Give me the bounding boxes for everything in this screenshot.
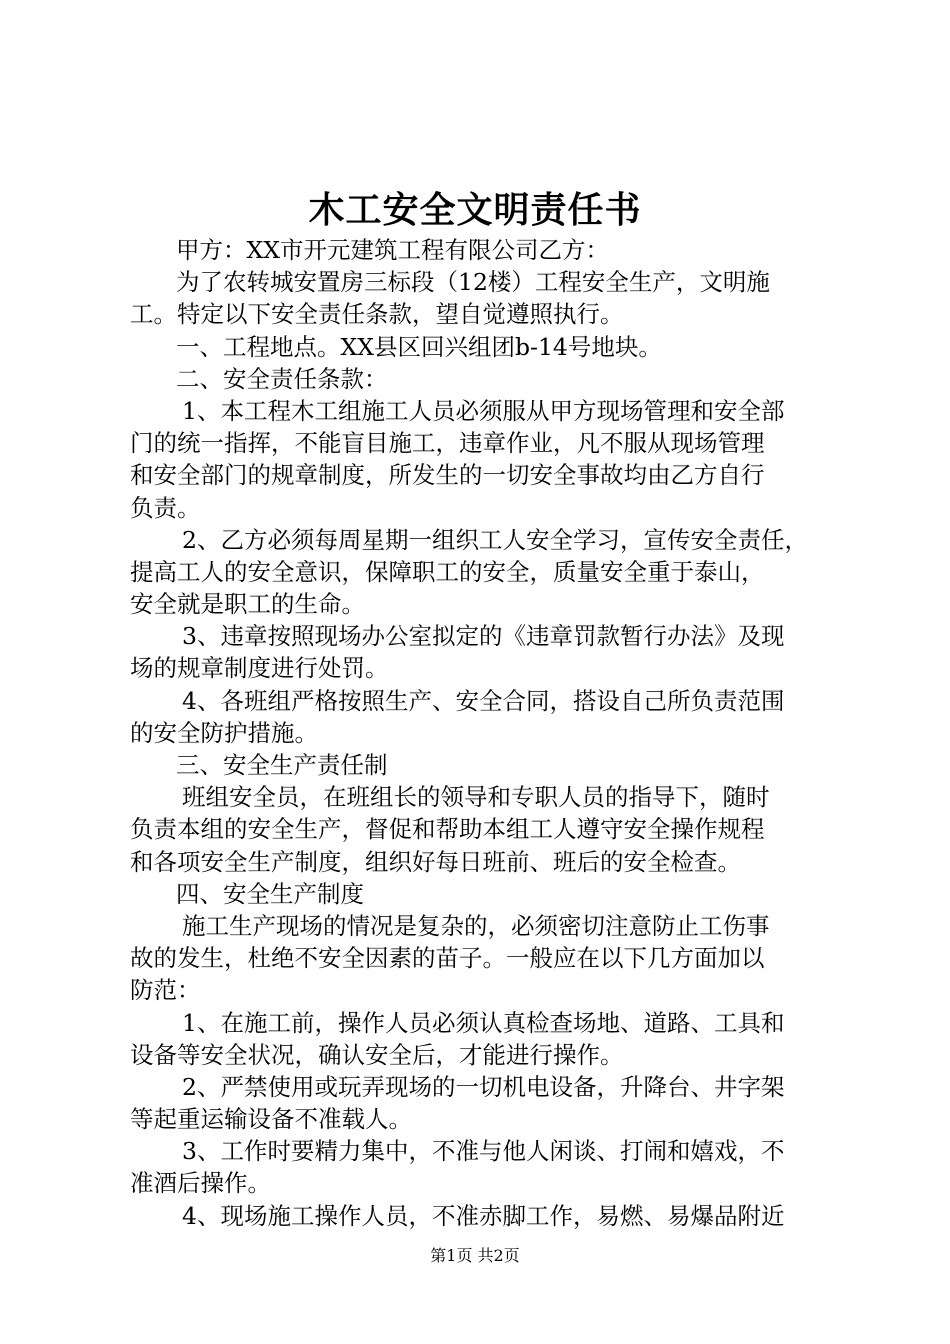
page-footer: 第1页 共2页	[430, 1246, 520, 1265]
text-line: 1、在施工前，操作人员必须认真检查场地、道路、工具和	[182, 1008, 785, 1037]
text-line: 四、安全生产制度	[176, 879, 364, 908]
text-line: 2、严禁使用或玩弄现场的一切机电设备，升降台、井字架	[182, 1072, 785, 1101]
text-line: 3、工作时要精力集中，不准与他人闲谈、打闹和嬉戏，不	[182, 1137, 785, 1166]
text-line: 甲方：XX市开元建筑工程有限公司乙方：	[176, 236, 609, 264]
text-line: 的安全防护措施。	[130, 718, 318, 747]
text-line: 准酒后操作。	[130, 1169, 271, 1198]
text-line: 一、工程地点。XX县区回兴组团b-14号地块。	[176, 332, 662, 361]
text-line: 提高工人的安全意识，保障职工的安全，质量安全重于泰山，	[130, 557, 765, 586]
text-line: 4、各班组严格按照生产、安全合同，搭设自己所负责范围	[182, 686, 785, 715]
text-line: 场的规章制度进行处罚。	[130, 654, 389, 683]
text-line: 二、安全责任条款：	[176, 364, 388, 393]
text-line: 门的统一指挥，不能盲目施工，违章作业，凡不服从现场管理	[130, 429, 765, 458]
text-line: 等起重运输设备不准载人。	[130, 1105, 412, 1134]
text-line: 2、乙方必须每周星期一组织工人安全学习，宣传安全责任，	[182, 525, 808, 554]
text-line: 3、违章按照现场办公室拟定的《违章罚款暂行办法》及现	[182, 622, 785, 651]
text-line: 和安全部门的规章制度，所发生的一切安全事故均由乙方自行	[130, 461, 765, 490]
text-line: 防范：	[130, 976, 201, 1005]
text-line: 安全就是职工的生命。	[130, 590, 365, 619]
text-line: 三、安全生产责任制	[176, 751, 388, 779]
text-line: 4、现场施工操作人员，不准赤脚工作，易燃、易爆品附近	[182, 1201, 785, 1230]
text-line: 故的发生，杜绝不安全因素的苗子。一般应在以下几方面加以	[130, 944, 765, 973]
document-title: 木工安全文明责任书	[308, 189, 642, 231]
text-line: 和各项安全生产制度，组织好每日班前、班后的安全检查。	[130, 847, 741, 876]
document-body	[130, 234, 830, 1232]
text-line: 班组安全员，在班组长的领导和专职人员的指导下，随时	[182, 783, 770, 812]
text-line: 为了农转城安置房三标段（12楼）工程安全生产，文明施	[176, 268, 770, 297]
text-line: 1、本工程木工组施工人员必须服从甲方现场管理和安全部	[182, 396, 785, 425]
text-line: 负责。	[130, 493, 201, 522]
text-line: 施工生产现场的情况是复杂的，必须密切注意防止工伤事	[182, 911, 770, 940]
text-line: 设备等安全状况，确认安全后，才能进行操作。	[130, 1040, 624, 1069]
text-line: 工。特定以下安全责任条款，望自觉遵照执行。	[130, 300, 624, 329]
text-line: 负责本组的安全生产，督促和帮助本组工人遵守安全操作规程	[130, 815, 765, 844]
